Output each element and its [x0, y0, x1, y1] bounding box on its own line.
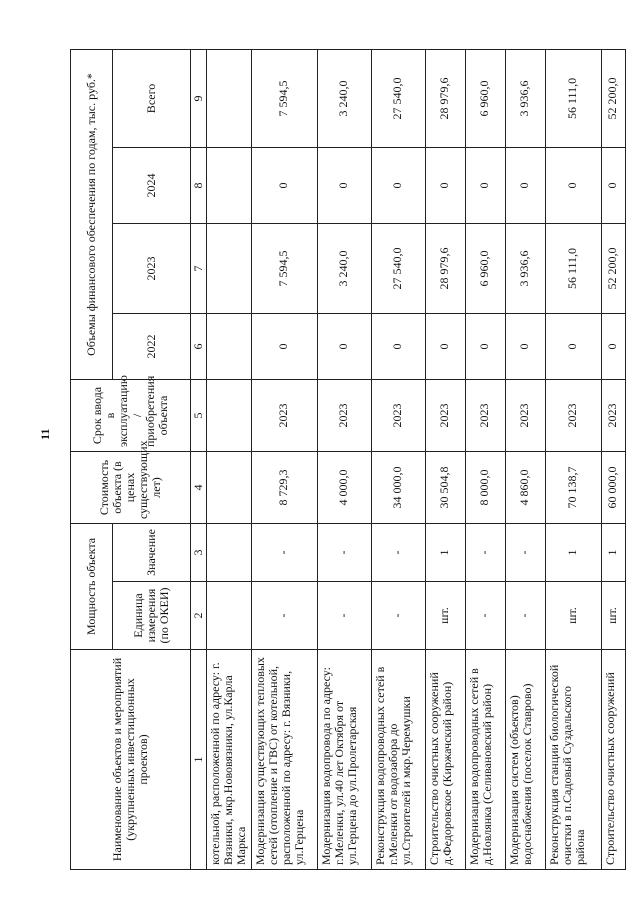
- row-deadline: 2023: [545, 379, 601, 451]
- row-name: Модернизация систем (объектов) водоснабжения (поселок Ставрово): [505, 650, 545, 870]
- row-2024: 0: [317, 147, 371, 223]
- table-row: [371, 49, 425, 869]
- row-unit: -: [317, 582, 371, 650]
- row-deadline: 2023: [251, 379, 317, 451]
- row-2022: 0: [545, 313, 601, 379]
- row-total: 27 540,0: [371, 49, 425, 147]
- row-name: Реконструкция станции биологической очистки в п.Садовый Суздальского района: [545, 650, 601, 870]
- table-row: [425, 49, 465, 869]
- row-cost: 8 000,0: [465, 451, 505, 523]
- row-2024: [207, 147, 252, 223]
- row-cost: 4 000,0: [317, 451, 371, 523]
- row-cost: 34 000,0: [371, 451, 425, 523]
- row-2022: 0: [465, 313, 505, 379]
- index-cell: 2: [191, 582, 207, 650]
- row-2024: 0: [505, 147, 545, 223]
- index-cell: 7: [191, 223, 207, 313]
- row-unit: -: [465, 582, 505, 650]
- page-number: 11: [38, 428, 52, 440]
- row-name: котельной, расположенной по адресу: г. Вязники, мкр.Нововязники, ул.Карла Маркса: [207, 650, 252, 870]
- row-name: Строительство очистных сооружений: [601, 650, 625, 870]
- row-value: -: [371, 523, 425, 581]
- investment-table: [70, 49, 626, 870]
- index-cell: 6: [191, 313, 207, 379]
- row-2022: [207, 313, 252, 379]
- index-cell: 1: [191, 650, 207, 870]
- row-2024: 0: [251, 147, 317, 223]
- row-deadline: 2023: [371, 379, 425, 451]
- rotated-page: [70, 50, 620, 870]
- table-row: [207, 49, 252, 869]
- row-2023: 3 936,6: [505, 223, 545, 313]
- row-value: [207, 523, 252, 581]
- header-deadline: Срок ввода в эксплуатацию / приобретения объекта: [71, 379, 191, 451]
- row-total: 7 594,5: [251, 49, 317, 147]
- row-unit: -: [505, 582, 545, 650]
- row-2024: 0: [465, 147, 505, 223]
- table-row: [545, 49, 601, 869]
- row-2023: 27 540,0: [371, 223, 425, 313]
- table-row: [317, 49, 371, 869]
- row-unit: шт.: [425, 582, 465, 650]
- row-deadline: 2023: [505, 379, 545, 451]
- index-cell: 4: [191, 451, 207, 523]
- row-name: Модернизация водопроводных сетей в д.Новлянка (Селивановский район): [465, 650, 505, 870]
- row-cost: 8 729,3: [251, 451, 317, 523]
- index-cell: 5: [191, 379, 207, 451]
- row-total: 28 979,6: [425, 49, 465, 147]
- row-unit: -: [251, 582, 317, 650]
- header-2024: 2024: [113, 147, 191, 223]
- row-unit: шт.: [601, 582, 625, 650]
- table-row: [601, 49, 625, 869]
- row-total: 3 936,6: [505, 49, 545, 147]
- row-value: -: [317, 523, 371, 581]
- row-2024: 0: [425, 147, 465, 223]
- row-2024: 0: [545, 147, 601, 223]
- index-cell: 9: [191, 49, 207, 147]
- table-row: [465, 49, 505, 869]
- header-2022: 2022: [113, 313, 191, 379]
- index-cell: 3: [191, 523, 207, 581]
- row-unit: -: [371, 582, 425, 650]
- row-name: Строительство очистных сооружений д.Федоровское (Киржачский район): [425, 650, 465, 870]
- row-2023: 52 200,0: [601, 223, 625, 313]
- header-value: Значение: [113, 523, 191, 581]
- row-2022: 0: [505, 313, 545, 379]
- row-name: Модернизация существующих тепловых сетей (отопление и ГВС) от котельной, расположенной по адресу: г. Вязники, ул.Герцена: [251, 650, 317, 870]
- row-cost: 4 860,0: [505, 451, 545, 523]
- row-2022: 0: [601, 313, 625, 379]
- row-value: -: [251, 523, 317, 581]
- row-total: [207, 49, 252, 147]
- row-cost: 70 138,7: [545, 451, 601, 523]
- row-total: 6 960,0: [465, 49, 505, 147]
- row-unit: шт.: [545, 582, 601, 650]
- row-deadline: 2023: [425, 379, 465, 451]
- row-2024: 0: [371, 147, 425, 223]
- header-unit: Единица измерения (по ОКЕИ): [113, 582, 191, 650]
- header-name: Наименование объектов и мероприятий (укрупненных инвестиционных проектов): [71, 650, 191, 870]
- header-cost: Стоимость объекта (в ценах существующих лет): [71, 451, 191, 523]
- row-deadline: 2023: [601, 379, 625, 451]
- row-deadline: 2023: [465, 379, 505, 451]
- row-2023: 3 240,0: [317, 223, 371, 313]
- row-total: 56 111,0: [545, 49, 601, 147]
- row-2022: 0: [425, 313, 465, 379]
- row-value: 1: [601, 523, 625, 581]
- row-2022: 0: [317, 313, 371, 379]
- row-total: 3 240,0: [317, 49, 371, 147]
- row-value: -: [465, 523, 505, 581]
- row-2023: 6 960,0: [465, 223, 505, 313]
- row-value: 1: [425, 523, 465, 581]
- header-total: Всего: [113, 49, 191, 147]
- row-value: -: [505, 523, 545, 581]
- header-2023: 2023: [113, 223, 191, 313]
- header-capacity: Мощность объекта: [71, 523, 113, 649]
- row-cost: 60 000,0: [601, 451, 625, 523]
- row-cost: 30 504,8: [425, 451, 465, 523]
- table-row: [505, 49, 545, 869]
- row-2022: 0: [251, 313, 317, 379]
- table-row: [251, 49, 317, 869]
- row-name: Модернизация водопровода по адресу: г.Меленки, ул.40 лет Октября от ул.Герцена до ул.Пролетарская: [317, 650, 371, 870]
- row-2022: 0: [371, 313, 425, 379]
- index-cell: 8: [191, 147, 207, 223]
- row-2023: [207, 223, 252, 313]
- row-cost: [207, 451, 252, 523]
- row-value: 1: [545, 523, 601, 581]
- row-unit: [207, 582, 252, 650]
- row-2024: 0: [601, 147, 625, 223]
- row-deadline: 2023: [317, 379, 371, 451]
- row-name: Реконструкция водопроводных сетей в г.Меленки от водозабора до ул.Строителей и мкр.Черемушки: [371, 650, 425, 870]
- row-total: 52 200,0: [601, 49, 625, 147]
- row-2023: 7 594,5: [251, 223, 317, 313]
- row-2023: 28 979,6: [425, 223, 465, 313]
- row-deadline: [207, 379, 252, 451]
- row-2023: 56 111,0: [545, 223, 601, 313]
- header-funding: Объемы финансового обеспечения по годам, тыс. руб.*: [71, 49, 113, 379]
